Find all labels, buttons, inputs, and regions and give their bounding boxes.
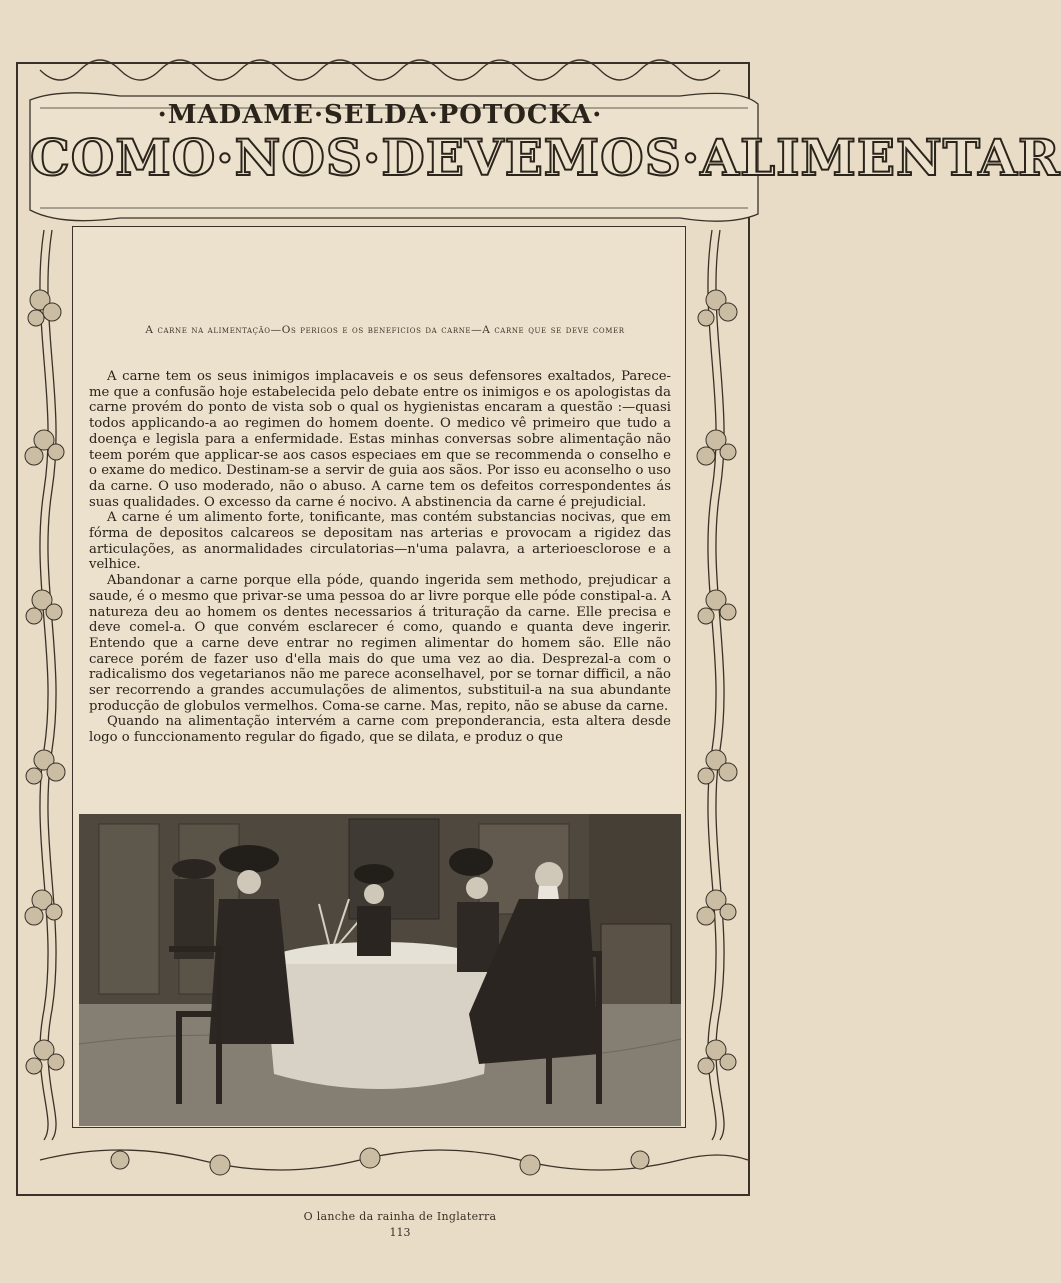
photo-caption: O lanche da rainha de Inglaterra	[303, 1210, 497, 1223]
article-title: COMO·NOS·DEVEMOS·ALIMENTAR	[30, 128, 1061, 187]
paragraph: A carne é um alimento forte, tonificante, mas contém substancias nocivas, que em fórma de depositos calcareos se depositam nas arterias e provocam a rigidez das articulações, as anormalidades circulatorias—n'uma palavra, a arterioesclorose e a velhice.	[89, 510, 671, 573]
paragraph: A carne tem os seus inimigos implacaveis e os seus defensores exaltados, Parece-me que a confusão hoje estabelecida pelo debate entre os inimigos e os apologistas da carne provém do ponto de vista sob o qual os hygienistas encaram a questão :—quasi todos applicando-a ao regimen do homem doente. O medico vê primeiro que tudo a doença e legisla para a enfermidade. Estas minhas conversas sobre alimentação não teem porém que applicar-se aos casos especiaes em que se recommenda o conselho e o exame do medico. Destinam-se a servir de guia aos sãos. Por isso eu aconselho o uso da carne. O uso moderado, não o abuso. A carne tem os defeitos correspondentes ás suas qualidades. O excesso da carne é nocivo. A abstinencia da carne é prejudicial.	[89, 369, 671, 510]
page-number: 113	[389, 1226, 411, 1239]
article-body	[89, 369, 671, 746]
photo-scene	[79, 814, 681, 1126]
author-heading: ·MADAME·SELDA·POTOCKA·	[157, 100, 603, 130]
photograph	[79, 814, 681, 1126]
paragraph: Quando na alimentação intervém a carne com preponderancia, esta altera desde logo o funccionamento regular do figado, que se dilata, e produz o que	[89, 714, 671, 746]
article-subtitle: A carne na alimentação—Os perigos e os beneficios da carne—A carne que se deve comer	[145, 324, 625, 336]
paragraph: Abandonar a carne porque ella póde, quando ingerida sem methodo, prejudicar a saude, é o mesmo que privar-se uma pessoa do ar livre porque elle póde constipal-a. A natureza deu ao homem os dentes necessarios á trituração da carne. Elle precisa e deve comel-a. O que convém esclarecer é como, quando e quanta deve ingerir. Entendo que a carne deve entrar no regimen alimentar do homem são. Elle não carece porém de fazer uso d'ella mais do que uma vez ao dia. Desprezal-a com o radicalismo dos vegetarianos não me parece aconselhavel, por se tornar difficil, a não ser recorrendo a grandes accumulações de alimentos, substituil-a na sua abundante producção de globulos vermelhos. Coma-se carne. Mas, repito, não se abuse da carne.	[89, 573, 671, 714]
